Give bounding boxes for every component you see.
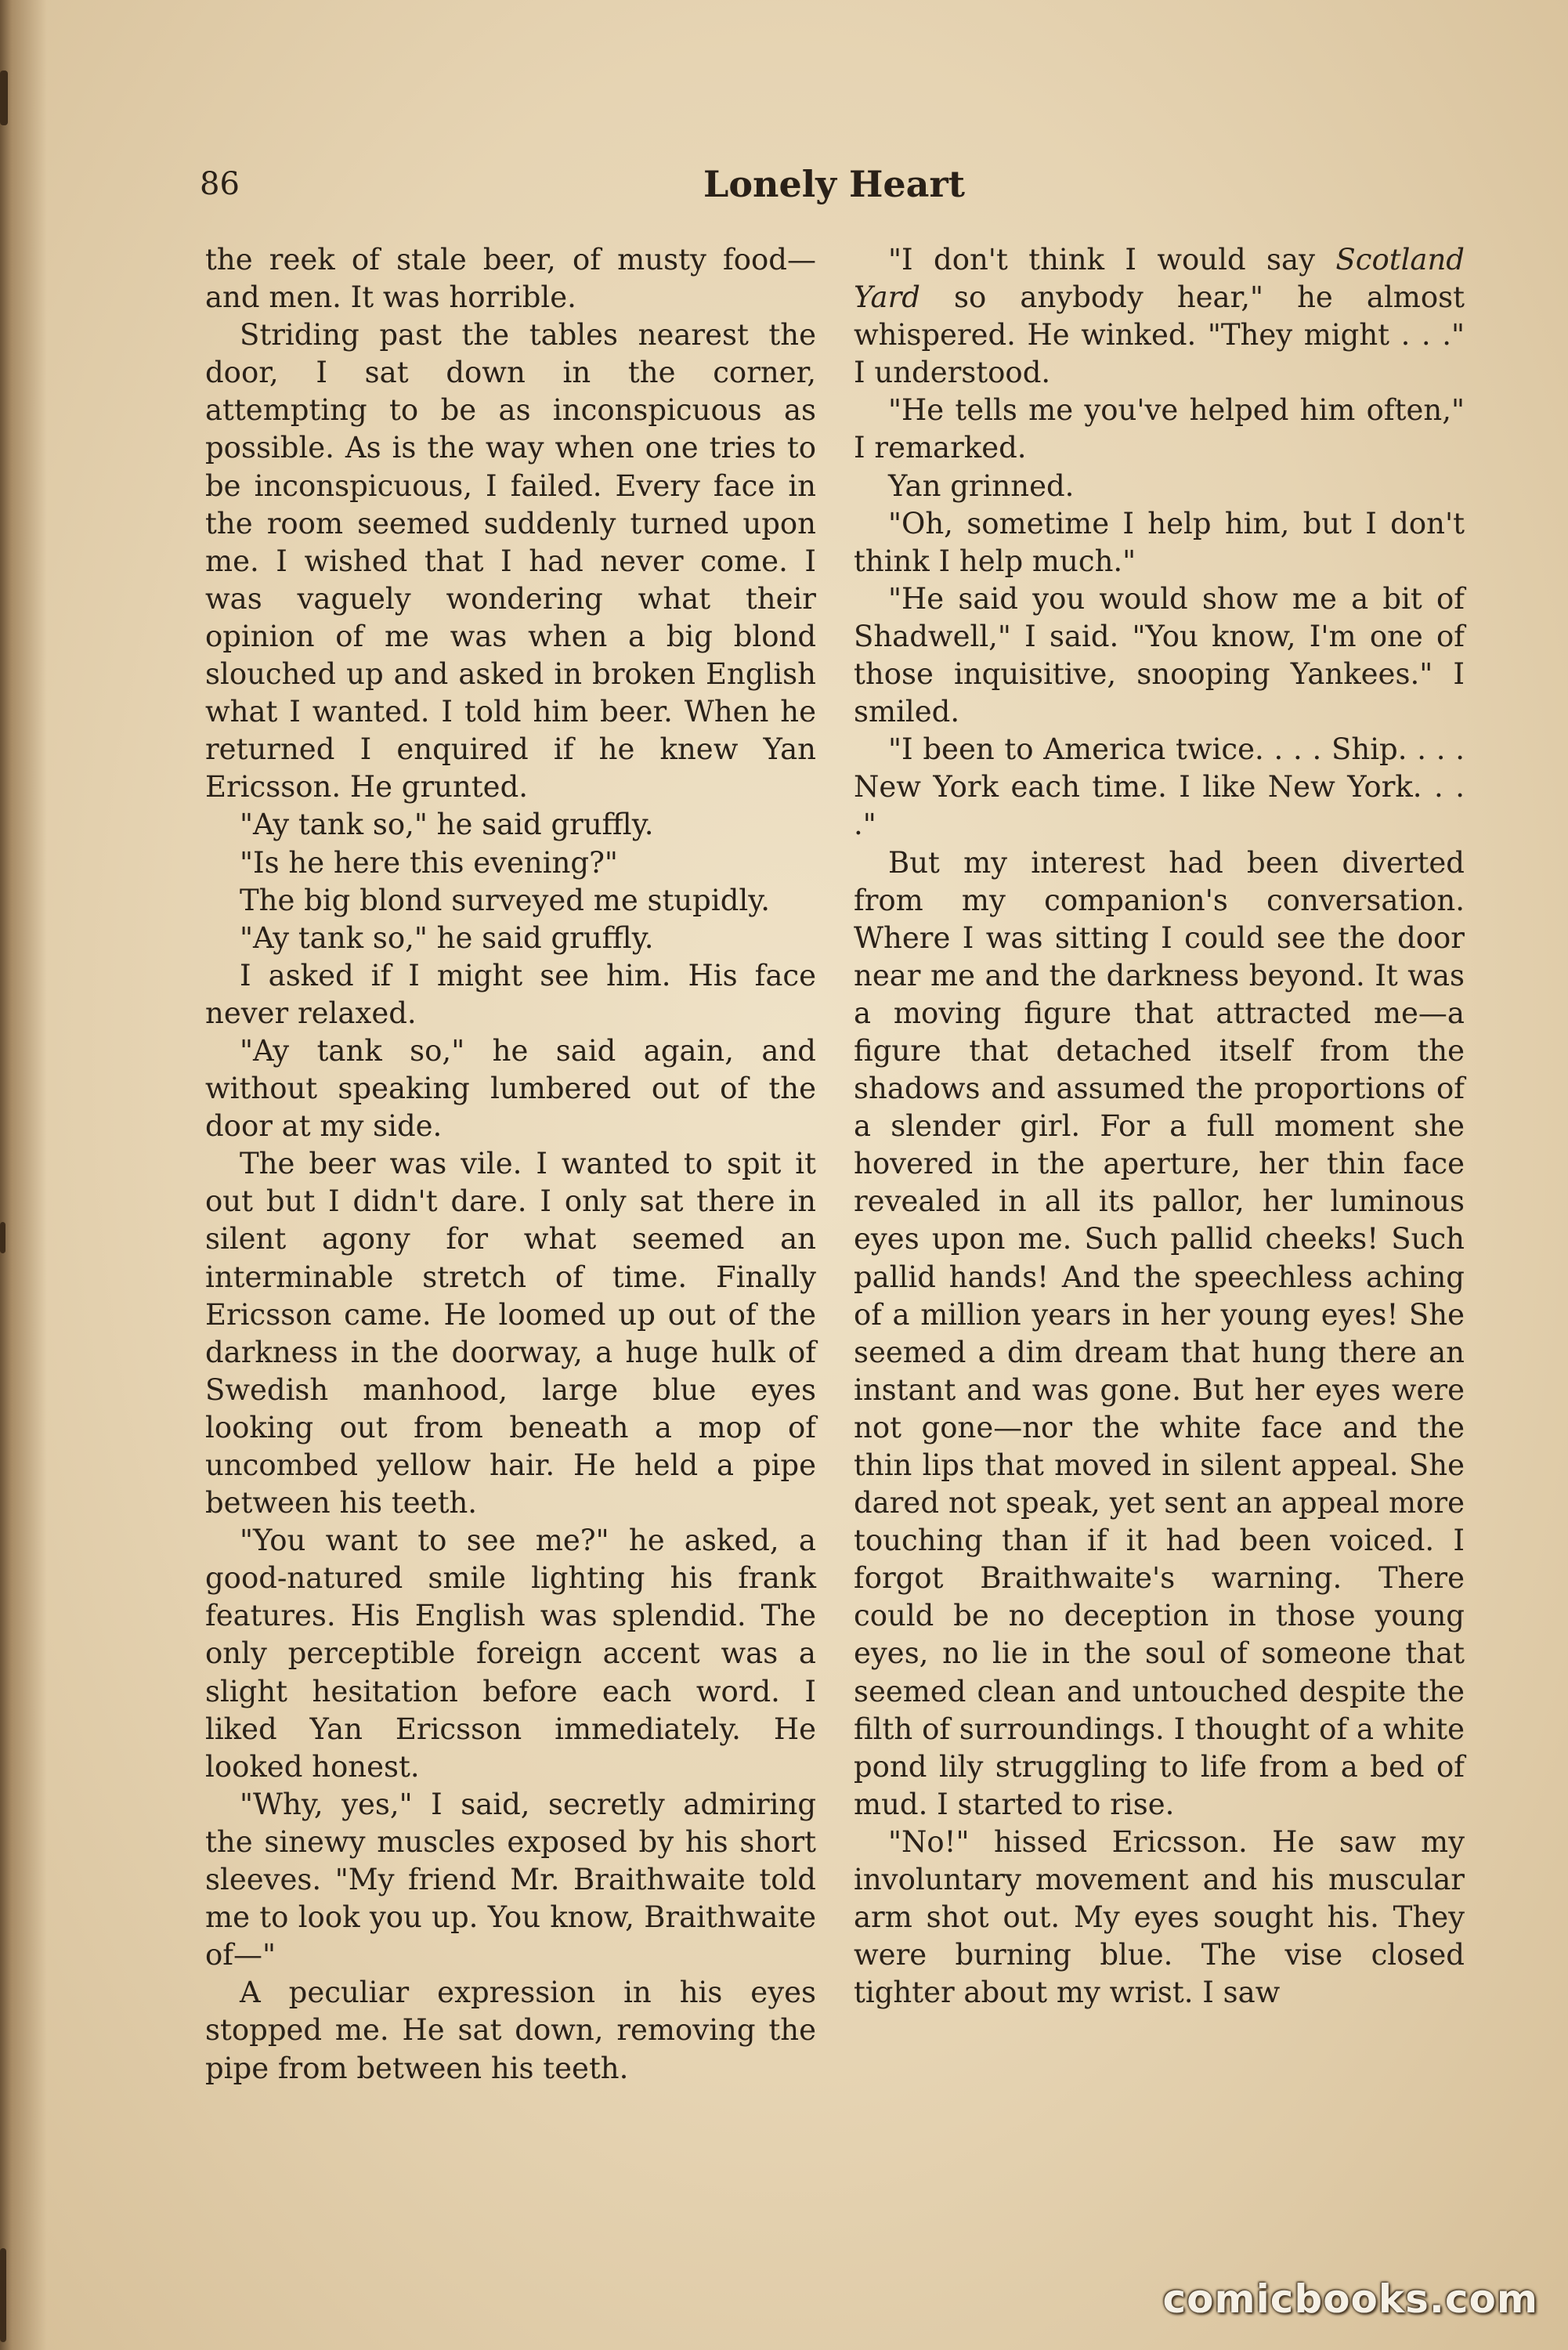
- paragraph: "Is he here this evening?": [240, 845, 618, 880]
- paragraph: Yan grinned.: [888, 468, 1075, 503]
- italic-text: Scotland Yard: [854, 243, 1465, 315]
- spine-mark: [0, 1222, 5, 1253]
- paragraph: "He said you would show me a bit of Shadwell," I said. "You know, I'm one of those inquisitive, snooping Yankees." I smiled.: [854, 581, 1465, 729]
- paragraph: [854, 241, 1465, 392]
- paragraph: "Why, yes," I said, secretly admiring the sinewy muscles exposed by his short sleeves. "My friend Mr. Braithwaite told me to look you up. You know, Braithwaite of—": [205, 1787, 816, 1972]
- paragraph: "You want to see me?" he asked, a good-natured smile lighting his frank features. His English was splendid. The only perceptible foreign accent was a slight hesitation before each word. I liked Yan Ericsson immediately. He looked honest.: [205, 1524, 816, 1784]
- text-run: so anybody hear," he almost whispered. He winked. "They might . . ." I understood.: [854, 280, 1465, 390]
- watermark: comicbooks.com: [1162, 2276, 1538, 2322]
- page-edge-shadow: [0, 0, 47, 2350]
- left-column: [205, 241, 816, 2088]
- paragraph: "Oh, sometime I help him, but I don't think I help much.": [854, 506, 1465, 578]
- paragraph: I asked if I might see him. His face never relaxed.: [205, 958, 816, 1030]
- paragraph: "Ay tank so," he said gruffly.: [240, 920, 654, 955]
- spine-mark: [0, 2248, 6, 2342]
- paragraph: "Ay tank so," he said gruffly.: [240, 808, 654, 842]
- paragraph: But my interest had been diverted from my companion's conversation. Where I was sitting I could see the door near me and the darkness beyond. It was a moving figure that attracted me—a figure that detached itself from the shadows and assumed the proportions of a slender girl. For a full moment she hovered in the aperture, her thin face revealed in all its pallor, her luminous eyes upon me. Such pallid cheeks! Such pallid hands! And the speechless aching of a million years in her young eyes! She seemed a dim dream that hung there an instant and was gone. But her eyes were not gone—nor the white face and the thin lips that moved in silent appeal. She dared not speak, yet sent an appeal more touching than if it had been voiced. I forgot Braithwaite's warning. There could be no deception in those young eyes, no lie in the soul of someone that seemed clean and untouched despite the filth of surroundings. I thought of a white pond lily struggling to life from a bed of mud. I started to rise.: [854, 845, 1465, 1821]
- page-header: [200, 161, 1469, 208]
- right-column: [854, 241, 1465, 2012]
- paragraph: A peculiar expression in his eyes stopped me. He sat down, removing the pipe from between his teeth.: [205, 1976, 816, 2085]
- page-number: 86: [200, 166, 240, 202]
- paragraph: The beer was vile. I wanted to spit it out but I didn't dare. I only sat there in silent agony for what seemed an interminable stretch of time. Finally Ericsson came. He loomed up out of the darkness in the doorway, a huge hulk of Swedish manhood, large blue eyes looking out from beneath a mop of uncombed yellow hair. He held a pipe between his teeth.: [205, 1147, 816, 1520]
- spine-mark: [0, 70, 8, 125]
- paragraph: Striding past the tables nearest the door, I sat down in the corner, attempting to be as inconspicuous as possible. As is the way when one tries to be inconspicuous, I failed. Every face in the room seemed suddenly turned upon me. I wished that I had never come. I was vaguely wondering what their opinion of me was when a big blond slouched up and asked in broken English what I wanted. I told him beer. When he returned I enquired if he knew Yan Ericsson. He grunted.: [205, 318, 816, 804]
- paragraph: "I been to America twice. . . . Ship. . . . New York each time. I like New York. . . .": [854, 732, 1465, 842]
- paragraph: The big blond surveyed me stupidly.: [240, 883, 770, 917]
- running-title: Lonely Heart: [703, 163, 965, 205]
- paragraph: "He tells me you've helped him often," I remarked.: [854, 393, 1465, 465]
- text-run: "I don't think I would say: [888, 243, 1336, 277]
- paragraph: "Ay tank so," he said again, and without speaking lumbered out of the door at my side.: [205, 1033, 816, 1144]
- paragraph: the reek of stale beer, of musty food—and men. It was horrible.: [205, 243, 816, 315]
- paragraph: "No!" hissed Ericsson. He saw my involuntary movement and his muscular arm shot out. My eyes sought his. They were burning blue. The vise closed tighter about my wrist. I saw: [854, 1824, 1465, 2010]
